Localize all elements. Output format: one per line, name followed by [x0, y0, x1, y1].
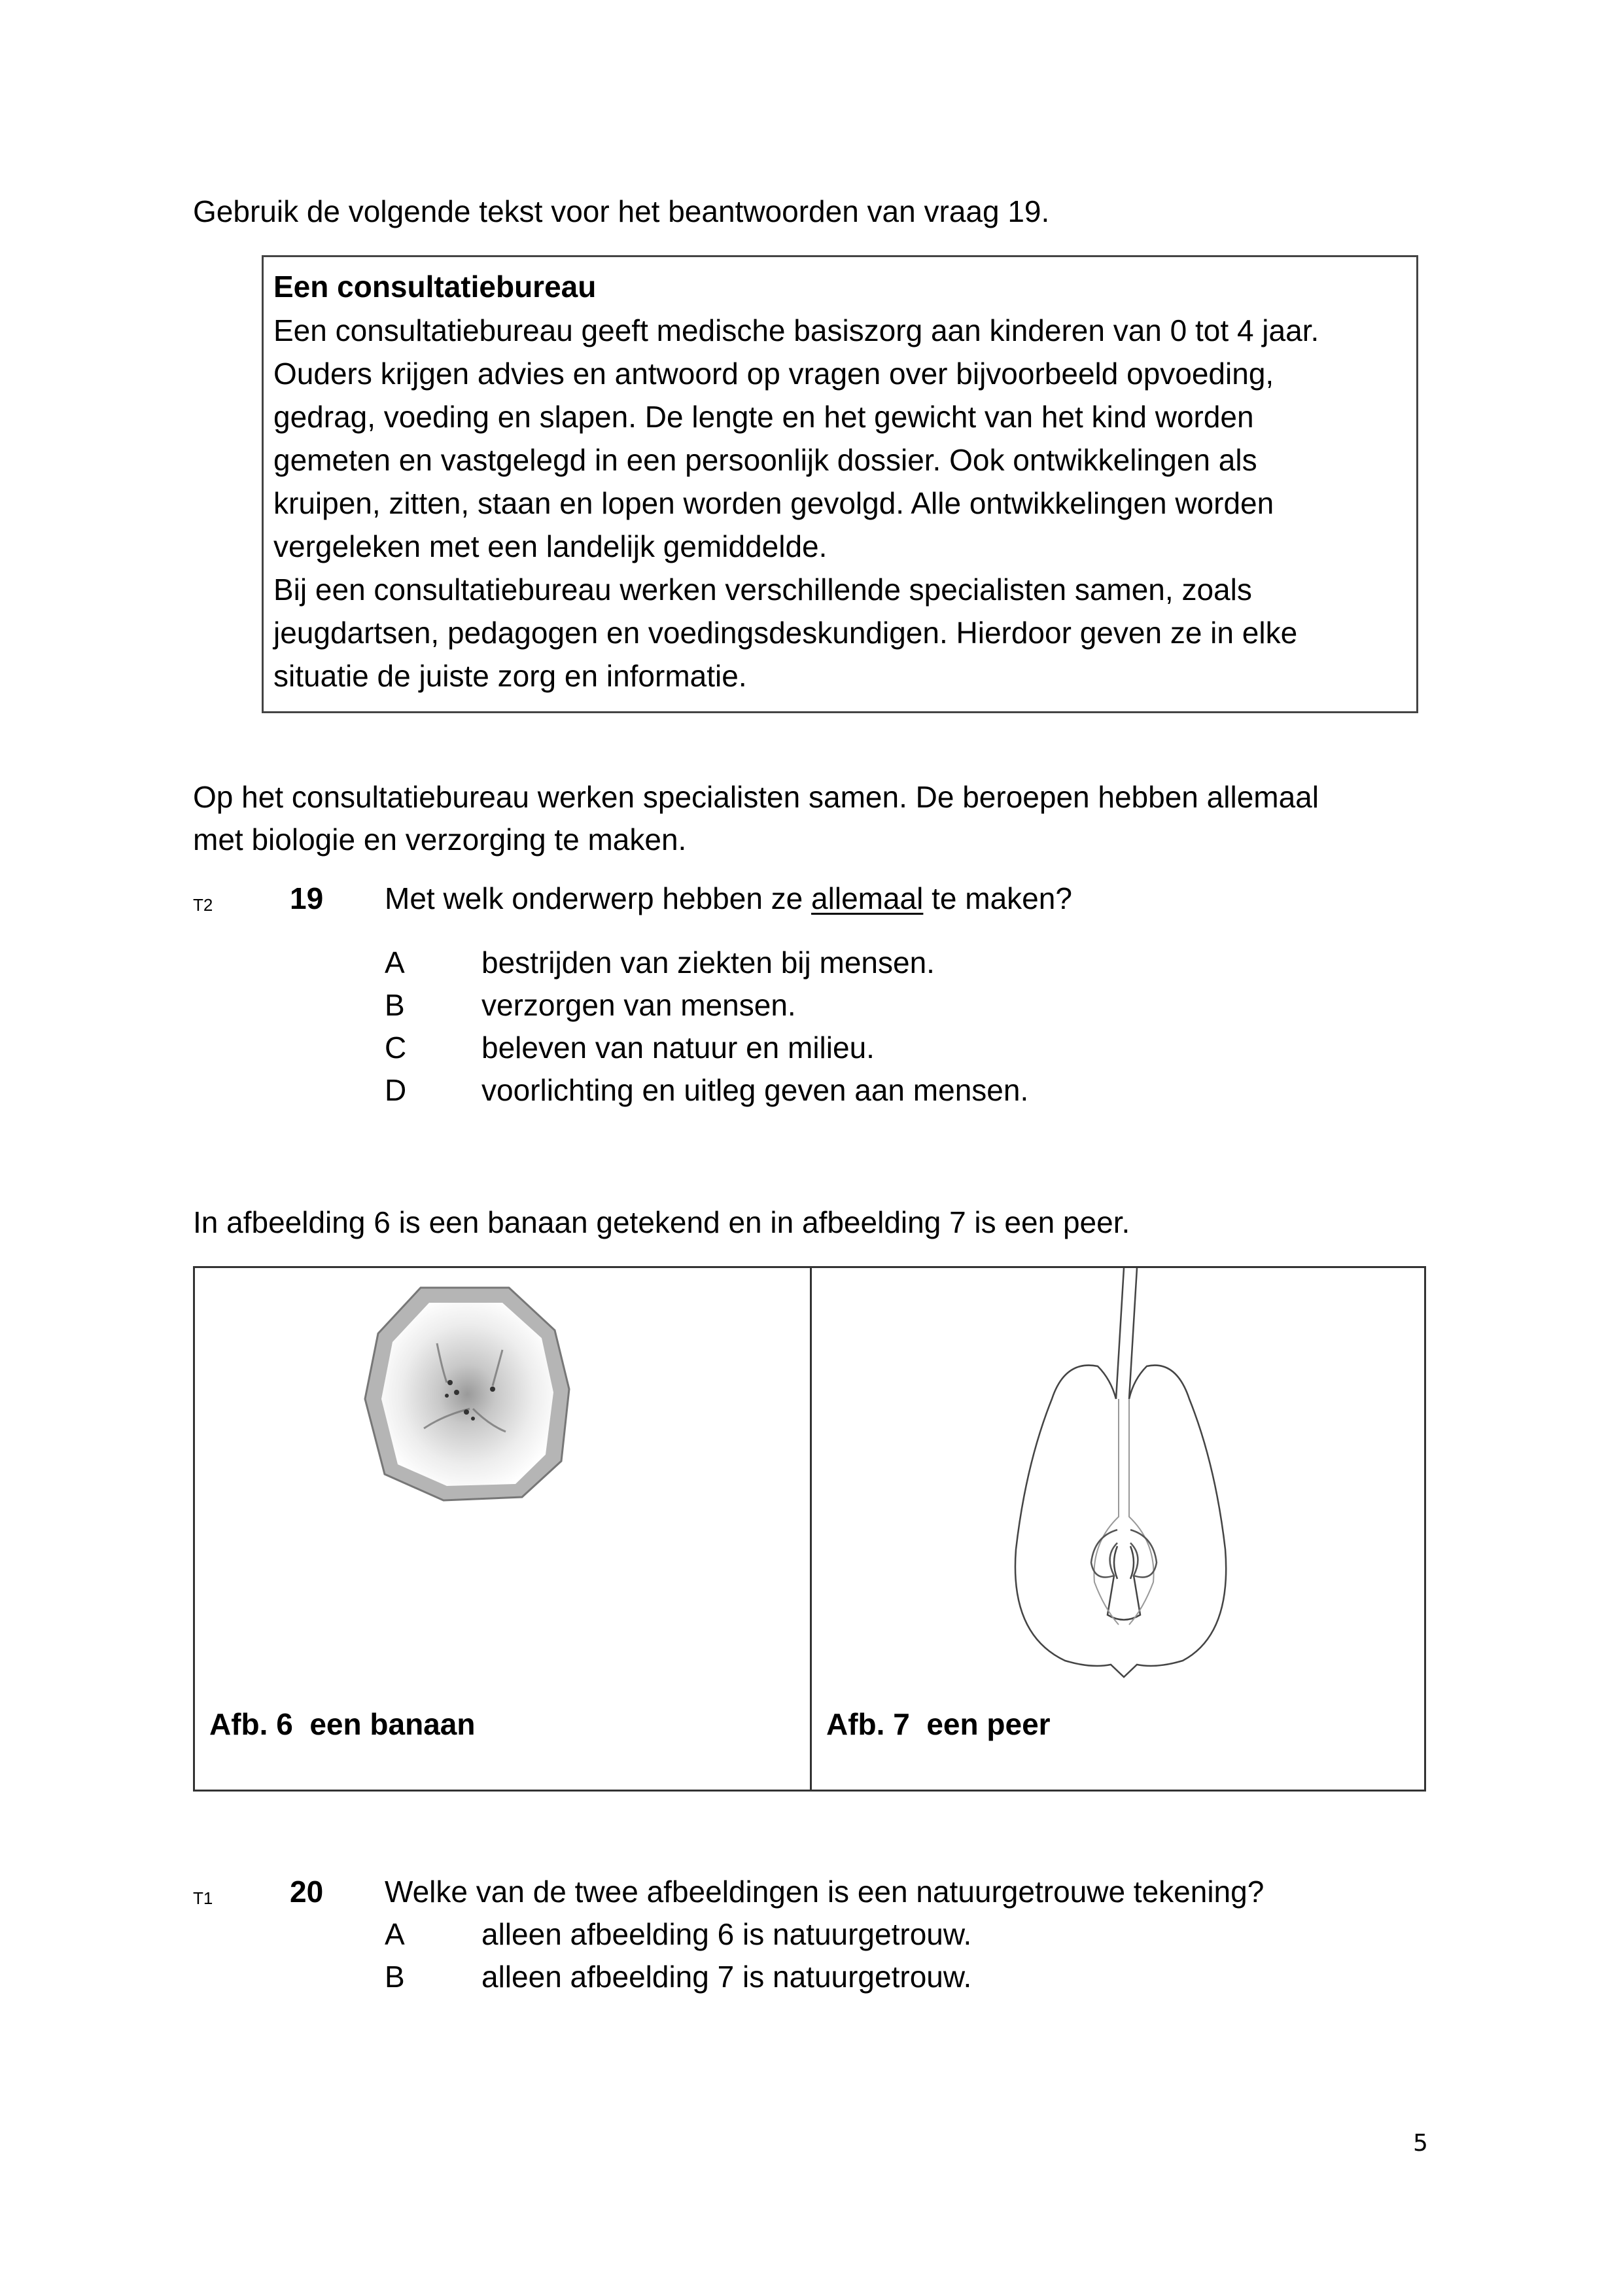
context-20-text: In afbeelding 6 is een banaan getekend en in afbeelding 7 is een peer.	[193, 1205, 1130, 1239]
question-19-text-part: Met welk onderwerp hebben ze	[385, 881, 812, 915]
option-text: bestrijden van ziekten bij mensen.	[481, 945, 935, 980]
question-19-tag: T2	[193, 895, 213, 915]
option-text: voorlichting en uitleg geven aan mensen.	[481, 1073, 1029, 1107]
question-20-tag: T1	[193, 1888, 213, 1908]
figures-divider	[810, 1268, 812, 1790]
option-text: beleven van natuur en milieu.	[481, 1031, 875, 1065]
text-box-line: jeugdartsen, pedagogen en voedingsdeskundigen. Hierdoor geven ze in elke	[273, 616, 1298, 650]
text-box-line: Bij een consultatiebureau werken verschillende specialisten samen, zoals	[273, 573, 1252, 607]
text-box-title: Een consultatiebureau	[273, 270, 597, 304]
option-letter: C	[385, 1031, 407, 1065]
option-text: verzorgen van mensen.	[481, 988, 796, 1022]
question-20-number: 20	[290, 1875, 324, 1909]
option-letter: B	[385, 988, 405, 1022]
text-box-line: gedrag, voeding en slapen. De lengte en het gewicht van het kind worden	[273, 400, 1254, 434]
context-19-line: Op het consultatiebureau werken specialisten samen. De beroepen hebben allemaal	[193, 780, 1319, 814]
question-19-text-part: te maken?	[923, 881, 1072, 915]
text-box-line: Ouders krijgen advies en antwoord op vragen over bijvoorbeeld opvoeding,	[273, 357, 1274, 391]
text-box-line: Een consultatiebureau geeft medische basiszorg aan kinderen van 0 tot 4 jaar.	[273, 313, 1319, 347]
option-letter: D	[385, 1073, 407, 1107]
question-20-text: Welke van de twee afbeeldingen is een natuurgetrouwe tekening?	[385, 1875, 1265, 1909]
figure-6-caption-text: een banaan	[309, 1707, 476, 1741]
page-number: 5	[1413, 2130, 1428, 2157]
text-box-line: situatie de juiste zorg en informatie.	[273, 659, 747, 693]
context-19-line: met biologie en verzorging te maken.	[193, 822, 687, 857]
figure-7-caption	[826, 1706, 1051, 1742]
text-box-line: vergeleken met een landelijk gemiddelde.	[273, 529, 828, 563]
option-letter: A	[385, 1917, 405, 1951]
figures-table	[193, 1266, 1426, 1792]
text-box-line: gemeten en vastgelegd in een persoonlijk dossier. Ook ontwikkelingen als	[273, 443, 1257, 477]
figure-6-caption	[209, 1706, 475, 1742]
question-19-emphasis: allemaal	[811, 881, 924, 915]
text-box-line: kruipen, zitten, staan en lopen worden gevolgd. Alle ontwikkelingen worden	[273, 486, 1274, 520]
question-19-number: 19	[290, 881, 324, 915]
option-text: alleen afbeelding 6 is natuurgetrouw.	[481, 1917, 972, 1951]
text-box-consultatiebureau	[262, 255, 1418, 713]
option-letter: B	[385, 1960, 405, 1994]
pear-cross-section-icon	[1006, 1268, 1242, 1687]
banana-cross-section-icon	[358, 1284, 574, 1507]
figure-7-caption-text: een peer	[926, 1707, 1051, 1741]
figure-6-label: Afb. 6	[209, 1707, 293, 1741]
question-19-text	[385, 877, 1072, 920]
figure-7-label: Afb. 7	[826, 1707, 910, 1741]
intro-text: Gebruik de volgende tekst voor het beantwoorden van vraag 19.	[193, 194, 1050, 228]
option-letter: A	[385, 945, 405, 980]
option-text: alleen afbeelding 7 is natuurgetrouw.	[481, 1960, 972, 1994]
